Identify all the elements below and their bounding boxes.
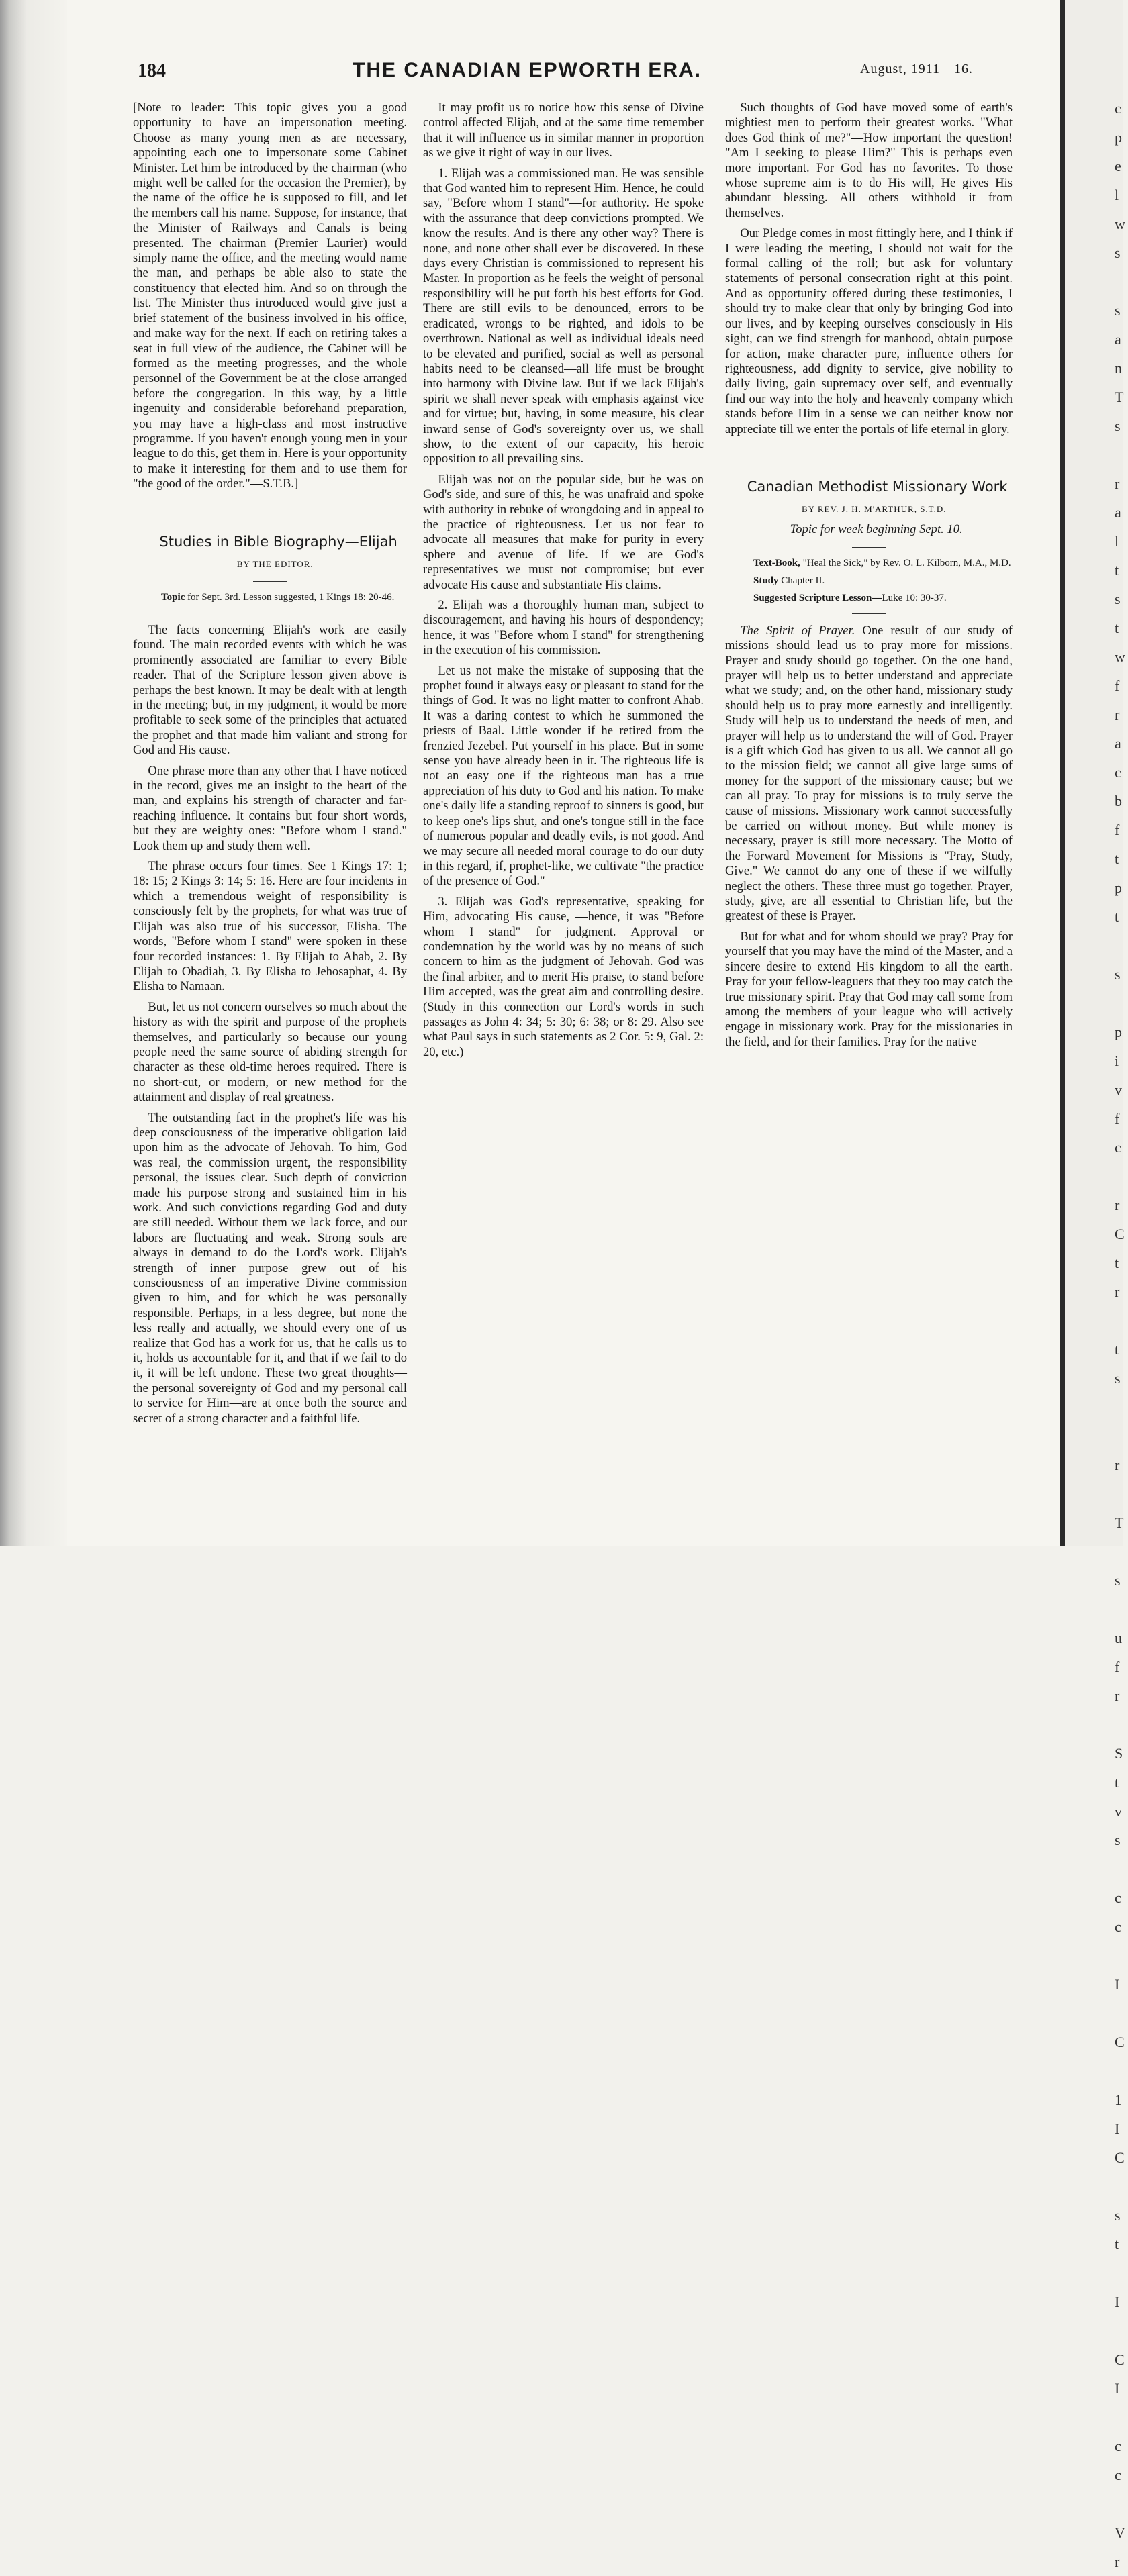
paragraph: Such thoughts of God have moved some of earth's mightiest men to perform their greatest works. "What does God think of me?"—How important the question! "Am I seeking to please Him?" This is perhaps even more important. For God has no favorites. To those whose supreme aim is to do His will, He gives His abundant blessing. All others withhold it from themselves. (725, 101, 1013, 220)
paragraph: But, let us not concern ourselves so much about the history as with the spirit and purpose of the prophets themselves, and particularly so because our young people need the same source of abiding strength for character as these old-time heroes required. There is no short-cut, or modern, or new method for the attainment and display of real greatness. (133, 999, 407, 1105)
textbook-line (725, 557, 1013, 569)
column-3 (725, 101, 1013, 1537)
paragraph: The phrase occurs four times. See 1 Kings 17: 1; 18: 15; 2 Kings 3: 14; 5: 16. Here are four incidents in which a tremendous weight of responsibility is consciously felt by the prophets, for what was true of Elijah was also true of his successor, Elisha. The words, "Before whom I stand" were spoken in these four recorded instances: 1. By Elijah to Ahab, 2. By Elijah to Obadiah, 3. By Elisha to Jehosaphat, 4. By Elisha to Namaan. (133, 859, 407, 994)
facing-page-text: c p e l w s s a n T s r a l t s t w f r a c b f t p t s p i v f c r C t r t s r T s u f r S t v s c c I C 1 I C s t I C I c c V r (1115, 100, 1125, 2570)
paragraph: One phrase more than any other that I have noticed in the record, gives me an insight to the heart of the man, and explains his strength of character and far-reaching influence. It contains but four short words, but they are weighty ones: "Before whom I stand." Look them up and study them well. (133, 763, 407, 853)
paragraph-lead: The Spirit of Prayer. (740, 623, 855, 638)
article-title-missionary: Canadian Methodist Missionary Work (747, 478, 1008, 495)
paragraph: But for what and for whom should we pray? Pray for yourself that you may have the mind of the Master, and a sincere desire to extend His kingdom to all the earth. Pray for your fellow-leaguers that they too may catch the true missionary spirit. Pray that God may call some from among the members of your league who will actively engage in missionary work. Pray for the missionaries in the field, and for their families. Pray for the native (725, 929, 1013, 1049)
lesson-label: Suggested Scripture Lesson— (753, 592, 882, 603)
lesson-rule (852, 613, 886, 614)
article-byline: BY THE EDITOR. (236, 558, 314, 569)
paragraph-body: One result of our study of missions should lead us to pray more for missions. Prayer and study should go together. On the one hand, prayer will help us to better understand and appreciate what we study; and, on the other hand, missionary study should help us to pray more earnestly and intelligently. Study will help us to understand the needs of men, and prayer will help us to understand the will of God. Prayer is a gift which God has given to us all. We cannot all go to the mission field; we cannot all give large sums of money for the support of the missionary cause; but we can all pray. To pray for missions is to truly serve the cause of missions. Missionary work cannot successfully be carried on without money. But while money is necessary, prayer is still more necessary. The Motto of the Forward Movement for Missions is "Pray, Study, Give." We cannot do any one of these if we wilfully neglect the others. These three must go together. Prayer, study, give, are all essential to Christian life, but the greatest of these is Prayer. (725, 623, 1013, 924)
leader-note: [Note to leader: This topic gives you a good opportunity to have an impersonation meeting. Choose as many young men as are necessary, appointing each one to impersonate some Cabinet Minister. Let him be introduced by the chairman (who might well be called for the occasion the Premier), by the name of the office he is supposed to fill, and let the members call his name. Suppose, for instance, that the Minister of Railways and Canals is being presented. The chairman (Premier Laurier) would simply name the office, and the meeting would name the man, and perhaps be able also to state the constituency that elected him. And so on through the list. The Minister thus introduced would give just a brief statement of the business involved in his office, and make way for the next. If each on retiring takes a seat in full view of the audience, the Cabinet will be formed as the meeting progresses, and the whole personnel of the Government be at the close arranged before the congregation. In this way, by a little ingenuity and considerable beforehand preparation, you may have a high-class and most instructive programme. If you haven't enough young men in your league to do this, get them in. Here is your opportunity to make it interesting for them and to use them for "the good of the order."—S.T.B.] (133, 101, 407, 491)
issue-date: August, 1911—16. (860, 62, 974, 77)
paragraph: Our Pledge comes in most fittingly here, and I think if I were leading the meeting, I should not wait for the formal calling of the roll; but ask for voluntary statements of personal consecration right at this point. And as opportunity offered during these testimonies, I should try to make clear that only by bringing God into our lives, and by keeping ourselves consciously in His sight, can we find strength for manhood, obtain purpose for action, make character pure, influence others for righteousness, add dignity to service, give nobility to daily living, gain supremacy over self, and eventually find our way into the holy and heavenly company which stands before Him in a sense we can neither know nor appreciate till we enter the portals of life eternal in glory. (725, 226, 1013, 436)
book-spine (1060, 0, 1065, 1546)
column-1 (133, 101, 407, 1537)
column-2 (423, 101, 704, 1537)
paragraph: 2. Elijah was a thoroughly human man, subject to discouragement, and having his hours of despondency; hence, it was "Before whom I stand" for strengthening in the execution of his commission. (423, 598, 704, 658)
textbook-text: "Heal the Sick," by Rev. O. L. Kilborn, M.A., M.D. (802, 557, 1011, 568)
topic-text: for Sept. 3rd. Lesson suggested, 1 Kings 18: 20-46. (187, 591, 395, 603)
paragraph: 3. Elijah was God's representative, speaking for Him, advocating His cause, —hence, it was "Before whom I stand" for judgment. Approval or condemnation by the world was by no means of such concern to him as the judgment of Jehovah. God was the final arbiter, and to merit His praise, to stand before Him accepted, was the great aim and controlling desire. (Study in this connection our Lord's words in such passages as John 4: 34; 5: 30; 6: 38; or 8: 29. Also see what Paul says in such statements as 2 Cor. 5: 9, Gal. 2: 20, etc.) (423, 894, 704, 1059)
article-byline: BY REV. J. H. M'ARTHUR, S.T.D. (802, 503, 947, 514)
page-number: 184 (138, 60, 166, 81)
topic-rule (852, 547, 886, 548)
byline-rule (253, 581, 287, 582)
lesson-line (725, 592, 1013, 604)
book-gutter-shadow (0, 0, 67, 1546)
article-title-elijah: Studies in Bible Biography—Elijah (159, 533, 397, 550)
facing-page-edge (1065, 0, 1125, 2570)
topic-line: Topic for week beginning Sept. 10. (790, 522, 963, 537)
paragraph: It may profit us to notice how this sense of Divine control affected Elijah, and at the same time remember that it will influence us in similar manner in proportion as we give it right of way in our lives. (423, 101, 704, 160)
paragraph: 1. Elijah was a commissioned man. He was sensible that God wanted him to represent Him. Hence, he could say, "Before whom I stand"—for authority. He spoke with the assurance that deep convictions prompted. We know the results. And is there any other way? There is none, and none other shall ever be discovered. In these days every Christian is commissioned to represent his Master. In proportion as he feels the weight of personal responsibility will he put forth his best efforts for God. There are still evils to be denounced, errors to be eradicated, wrongs to be righted, and idols to be overthrown. National as well as individual ideals need to be elevated and purified, social as well as personal habits need to be cleansed—all life must be brought into harmony with Divine law. But if we lack Elijah's spirit we shall never speak with emphasis against vice and for virtue; but, having, in some measure, his clear inward sense of God's sovereignty over us, we shall show, to the extent of our capacity, his heroic opposition to all prevailing sins. (423, 166, 704, 466)
paragraph: The outstanding fact in the prophet's life was his deep consciousness of the imperative obligation laid upon him as the advocate of Jehovah. To him, God was real, the commission urgent, the responsibility personal, the issues clear. Such depth of conviction made his purpose strong and sustained him in his work. And such convictions regarding God and duty are still needed. Without them we lack force, and our labors are fluctuating and weak. Strong souls are always in demand to do the Lord's work. Elijah's strength of inner purpose grew out of his consciousness of an imperative Divine commission given to him, and for which he was personally responsible. Perhaps, in a less degree, but none the less really and actually, we should every one of us realize that God has a work for us, that he calls us to it, holds us accountable for it, and that if we fail to do it, it will be left undone. These two great thoughts—the personal sovereignty of God and my personal call to service for Him—are at once both the source and secret of a strong character and a faithful life. (133, 1110, 407, 1426)
paragraph (725, 624, 1013, 924)
study-label: Study (753, 575, 779, 586)
page-header (138, 59, 1010, 86)
paragraph: Elijah was not on the popular side, but he was on God's side, and sure of this, he was unafraid and spoke with authority in rebuke of wrongdoing and in appeal to the practice of righteousness. Let us not fear to advocate all measures that make for purity in every sphere and avenue of life. If we are God's representatives we must not compromise; but ever advocate His cause and substantiate His claims. (423, 472, 704, 592)
paragraph: Let us not make the mistake of supposing that the prophet found it always easy or pleasant to stand for the things of God. It was no light matter to confront Ahab. It was a daring contest to which he summoned the priests of Baal. Little wonder if he retired from the frenzied Jezebel. Put yourself in his place. But in some sense you have already been in it. The righteous life is not an easy one if the righteous man has a true appreciation of his duty to God and his nation. To make one's daily life a standing reproof to sinners is good, but to keep one's lips shut, and one's tongue still in the face of numerous popular and deadly evils, is not good. And we may secure all needed moral courage to do our duty in this regard, if, prophet-like, we cultivate "the practice of the presence of God." (423, 663, 704, 889)
study-text: Chapter II. (781, 575, 825, 586)
topic-label: Topic (161, 591, 185, 603)
textbook-label: Text-Book, (753, 557, 800, 568)
study-line (725, 575, 1013, 587)
lesson-text: Luke 10: 30-37. (882, 592, 947, 603)
masthead: THE CANADIAN EPWORTH ERA. (352, 59, 702, 81)
paragraph: The facts concerning Elijah's work are easily found. The main recorded events with which he was prominently associated are familiar to every Bible reader. That of the Scripture lesson given above is perhaps the best known. It may be dealt with at length in the meeting; but, in my judgment, it would be more profitable to seek some of the principles that actuated the prophet and that made him valiant and strong for God and His cause. (133, 622, 407, 758)
topic-line (133, 591, 407, 603)
